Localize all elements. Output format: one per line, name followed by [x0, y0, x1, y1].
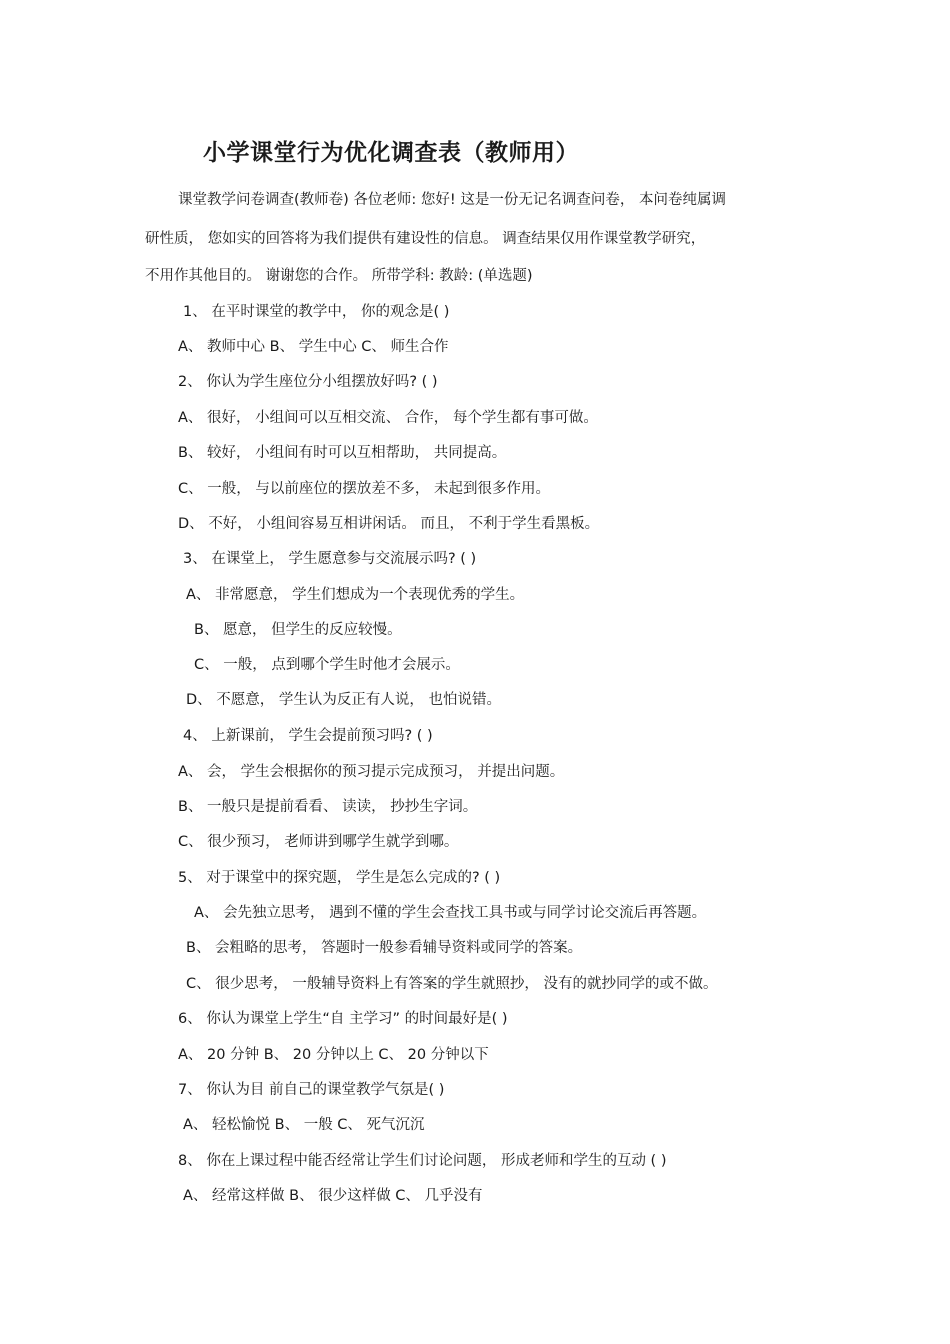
question-3: 3、 在课堂上， 学生愿意参与交流展示吗? ( )	[183, 551, 477, 567]
option-line: A、 会， 学生会根据你的预习提示完成预习， 并提出问题。	[178, 764, 565, 780]
options-8: A、 经常这样做 B、 很少这样做 C、 几乎没有	[183, 1188, 483, 1204]
question-8: 8、 你在上课过程中能否经常让学生们讨论问题， 形成老师和学生的互动 ( )	[178, 1153, 667, 1169]
options-7: A、 轻松愉悦 B、 一般 C、 死气沉沉	[183, 1117, 425, 1133]
question-4: 4、 上新课前， 学生会提前预习吗? ( )	[183, 728, 433, 744]
page-title: 小学课堂行为优化调查表（教师用）	[203, 139, 579, 166]
option-line: B、 愿意， 但学生的反应较慢。	[194, 622, 402, 638]
option-line: C、 一般， 与以前座位的摆放差不多， 未起到很多作用。	[178, 481, 550, 497]
option-line: C、 一般， 点到哪个学生时他才会展示。	[194, 657, 460, 673]
option-line: D、 不好， 小组间容易互相讲闲话。 而且， 不利于学生看黑板。	[178, 516, 600, 532]
intro-line: 不用作其他目的。 谢谢您的合作。 所带学科: 教龄: (单选题)	[145, 268, 533, 284]
option-line: A、 非常愿意， 学生们想成为一个表现优秀的学生。	[186, 587, 525, 603]
option-line: B、 会粗略的思考， 答题时一般参看辅导资料或同学的答案。	[186, 940, 583, 956]
intro-line: 研性质， 您如实的回答将为我们提供有建设性的信息。 调查结果仅用作课堂教学研究，	[145, 231, 706, 247]
option-line: B、 较好， 小组间有时可以互相帮助， 共同提高。	[178, 445, 507, 461]
option-line: A、 会先独立思考， 遇到不懂的学生会查找工具书或与同学讨论交流后再答题。	[194, 905, 707, 921]
option-line: D、 不愿意， 学生认为反正有人说， 也怕说错。	[186, 692, 501, 708]
option-line: C、 很少预习， 老师讲到哪学生就学到哪。	[178, 834, 459, 850]
question-6: 6、 你认为课堂上学生“自 主学习” 的时间最好是( )	[178, 1011, 508, 1027]
intro-line: 课堂教学问卷调查(教师卷) 各位老师: 您好! 这是一份无记名调查问卷， 本问卷纯属调	[178, 192, 726, 208]
options-6: A、 20 分钟 B、 20 分钟以上 C、 20 分钟以下	[178, 1047, 489, 1063]
option-line: C、 很少思考， 一般辅导资料上有答案的学生就照抄， 没有的就抄同学的或不做。	[186, 976, 718, 992]
option-line: B、 一般只是提前看看、 读读， 抄抄生字词。	[178, 799, 478, 815]
options-1: A、 教师中心 B、 学生中心 C、 师生合作	[178, 339, 449, 355]
option-line: A、 很好， 小组间可以互相交流、 合作， 每个学生都有事可做。	[178, 410, 598, 426]
question-7: 7、 你认为目 前自己的课堂教学气氛是( )	[178, 1082, 445, 1098]
question-2: 2、 你认为学生座位分小组摆放好吗? ( )	[178, 374, 438, 390]
question-1: 1、 在平时课堂的教学中， 你的观念是( )	[183, 304, 450, 320]
question-5: 5、 对于课堂中的探究题， 学生是怎么完成的? ( )	[178, 870, 501, 886]
